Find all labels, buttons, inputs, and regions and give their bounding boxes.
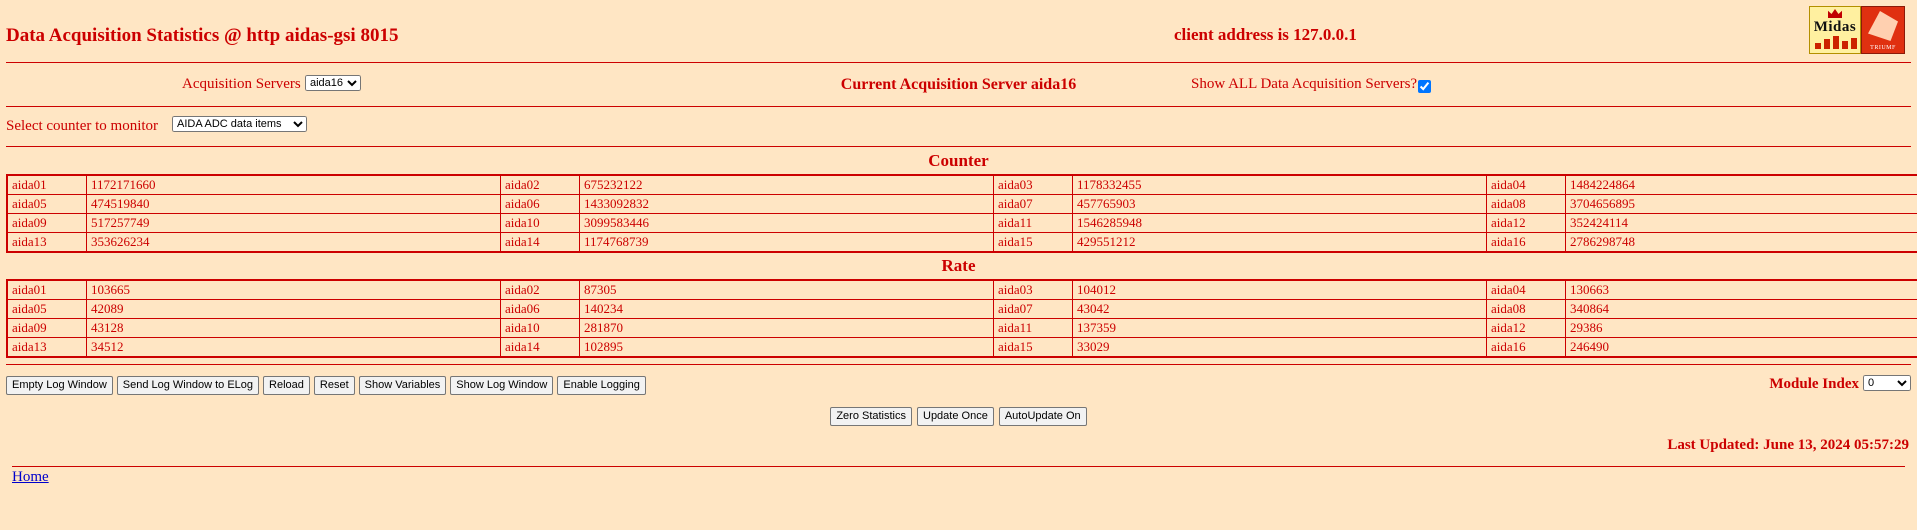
last-updated-text: Last Updated: June 13, 2024 05:57:29 (1667, 437, 1909, 453)
cell-name: aida07 (994, 300, 1073, 319)
cell-name: aida05 (7, 300, 87, 319)
cell-name: aida05 (7, 195, 87, 214)
cell-name: aida10 (501, 214, 580, 233)
cell-value: 1174768739 (580, 233, 994, 253)
cell-name: aida06 (501, 300, 580, 319)
counter-section-title: Counter (928, 151, 989, 170)
cell-value: 1433092832 (580, 195, 994, 214)
crown-icon (1828, 9, 1842, 18)
cell-value: 29386 (1566, 319, 1917, 338)
divider-footer (12, 466, 1905, 468)
cell-value: 130663 (1566, 280, 1917, 300)
cell-name: aida15 (994, 338, 1073, 358)
cell-value: 457765903 (1073, 195, 1487, 214)
logo-group (1809, 6, 1909, 54)
cell-name: aida16 (1487, 338, 1566, 358)
cell-name: aida02 (501, 175, 580, 195)
autoupdate-on-button[interactable]: AutoUpdate On (999, 407, 1087, 426)
cell-value: 3099583446 (580, 214, 994, 233)
counter-select[interactable] (172, 116, 307, 132)
divider-mid-2 (6, 146, 1911, 148)
cell-name: aida03 (994, 175, 1073, 195)
table-row (7, 233, 1917, 253)
show-all-servers-label: Show ALL Data Acquisition Servers? (1191, 76, 1418, 92)
cell-name: aida11 (994, 319, 1073, 338)
cell-name: aida16 (1487, 233, 1566, 253)
table-row (7, 300, 1917, 319)
cell-name: aida09 (7, 214, 87, 233)
cell-name: aida13 (7, 233, 87, 253)
midas-wordmark: Midas (1813, 19, 1857, 35)
table-row (7, 338, 1917, 358)
cell-name: aida03 (994, 280, 1073, 300)
module-index-label: Module Index (1769, 376, 1859, 392)
counter-selector-row (6, 108, 1911, 146)
show-all-servers-checkbox[interactable] (1418, 80, 1431, 93)
cell-name: aida09 (7, 319, 87, 338)
cell-value: 34512 (87, 338, 501, 358)
cell-value: 340864 (1566, 300, 1917, 319)
cell-value: 43128 (87, 319, 501, 338)
cell-name: aida01 (7, 175, 87, 195)
cell-value: 1546285948 (1073, 214, 1487, 233)
cell-name: aida08 (1487, 300, 1566, 319)
cell-name: aida07 (994, 195, 1073, 214)
cell-name: aida08 (1487, 195, 1566, 214)
client-address: client address is 127.0.0.1 (1174, 25, 1357, 44)
left-button-group (6, 376, 646, 395)
triumf-shape-icon (1868, 11, 1898, 41)
cell-value: 246490 (1566, 338, 1917, 358)
counter-table (6, 174, 1917, 253)
cell-value: 675232122 (580, 175, 994, 195)
cell-value: 2786298748 (1566, 233, 1917, 253)
table-row (7, 214, 1917, 233)
page-title: Data Acquisition Statistics @ http aidas-gsi 8015 (6, 25, 399, 46)
table-row (7, 280, 1917, 300)
divider-bottom (6, 364, 1911, 366)
empty-log-window-button[interactable]: Empty Log Window (6, 376, 113, 395)
send-log-to-elog-button[interactable]: Send Log Window to ELog (117, 376, 259, 395)
center-button-group (6, 407, 1911, 426)
show-log-window-button[interactable]: Show Log Window (450, 376, 553, 395)
enable-logging-button[interactable]: Enable Logging (557, 376, 645, 395)
midas-logo-icon (1809, 6, 1861, 54)
cell-value: 474519840 (87, 195, 501, 214)
cell-name: aida10 (501, 319, 580, 338)
cell-name: aida12 (1487, 319, 1566, 338)
cell-value: 517257749 (87, 214, 501, 233)
cell-value: 281870 (580, 319, 994, 338)
cell-value: 140234 (580, 300, 994, 319)
cell-name: aida12 (1487, 214, 1566, 233)
cell-value: 1178332455 (1073, 175, 1487, 195)
cell-value: 352424114 (1566, 214, 1917, 233)
module-index-select[interactable] (1863, 375, 1911, 391)
table-row (7, 175, 1917, 195)
rate-table (6, 279, 1917, 358)
action-bar (6, 373, 1911, 485)
cell-name: aida04 (1487, 175, 1566, 195)
cell-value: 87305 (580, 280, 994, 300)
select-counter-label: Select counter to monitor (6, 118, 159, 134)
triumf-logo-icon (1861, 6, 1905, 54)
cell-name: aida15 (994, 233, 1073, 253)
cell-value: 42089 (87, 300, 501, 319)
cell-name: aida06 (501, 195, 580, 214)
cell-name: aida02 (501, 280, 580, 300)
cell-name: aida14 (501, 338, 580, 358)
acquisition-servers-label: Acquisition Servers (182, 76, 301, 92)
cell-name: aida11 (994, 214, 1073, 233)
cell-value: 103665 (87, 280, 501, 300)
bars-icon (1815, 35, 1857, 49)
zero-statistics-button[interactable]: Zero Statistics (830, 407, 912, 426)
rate-section-title: Rate (941, 256, 976, 275)
cell-name: aida14 (501, 233, 580, 253)
reset-button[interactable]: Reset (314, 376, 355, 395)
update-once-button[interactable]: Update Once (917, 407, 994, 426)
cell-value: 102895 (580, 338, 994, 358)
table-row (7, 319, 1917, 338)
acquisition-controls (6, 64, 1911, 106)
show-variables-button[interactable]: Show Variables (359, 376, 447, 395)
reload-button[interactable]: Reload (263, 376, 310, 395)
cell-value: 104012 (1073, 280, 1487, 300)
cell-name: aida01 (7, 280, 87, 300)
cell-name: aida13 (7, 338, 87, 358)
triumf-wordmark: TRIUMF (1870, 45, 1896, 51)
cell-value: 43042 (1073, 300, 1487, 319)
cell-value: 3704656895 (1566, 195, 1917, 214)
cell-name: aida04 (1487, 280, 1566, 300)
page-header (6, 0, 1911, 62)
cell-value: 1172171660 (87, 175, 501, 195)
cell-value: 429551212 (1073, 233, 1487, 253)
current-acquisition-server: Current Acquisition Server aida16 (840, 76, 1077, 93)
home-link[interactable]: Home (12, 469, 49, 485)
table-row (7, 195, 1917, 214)
cell-value: 33029 (1073, 338, 1487, 358)
cell-value: 353626234 (87, 233, 501, 253)
cell-value: 137359 (1073, 319, 1487, 338)
cell-value: 1484224864 (1566, 175, 1917, 195)
